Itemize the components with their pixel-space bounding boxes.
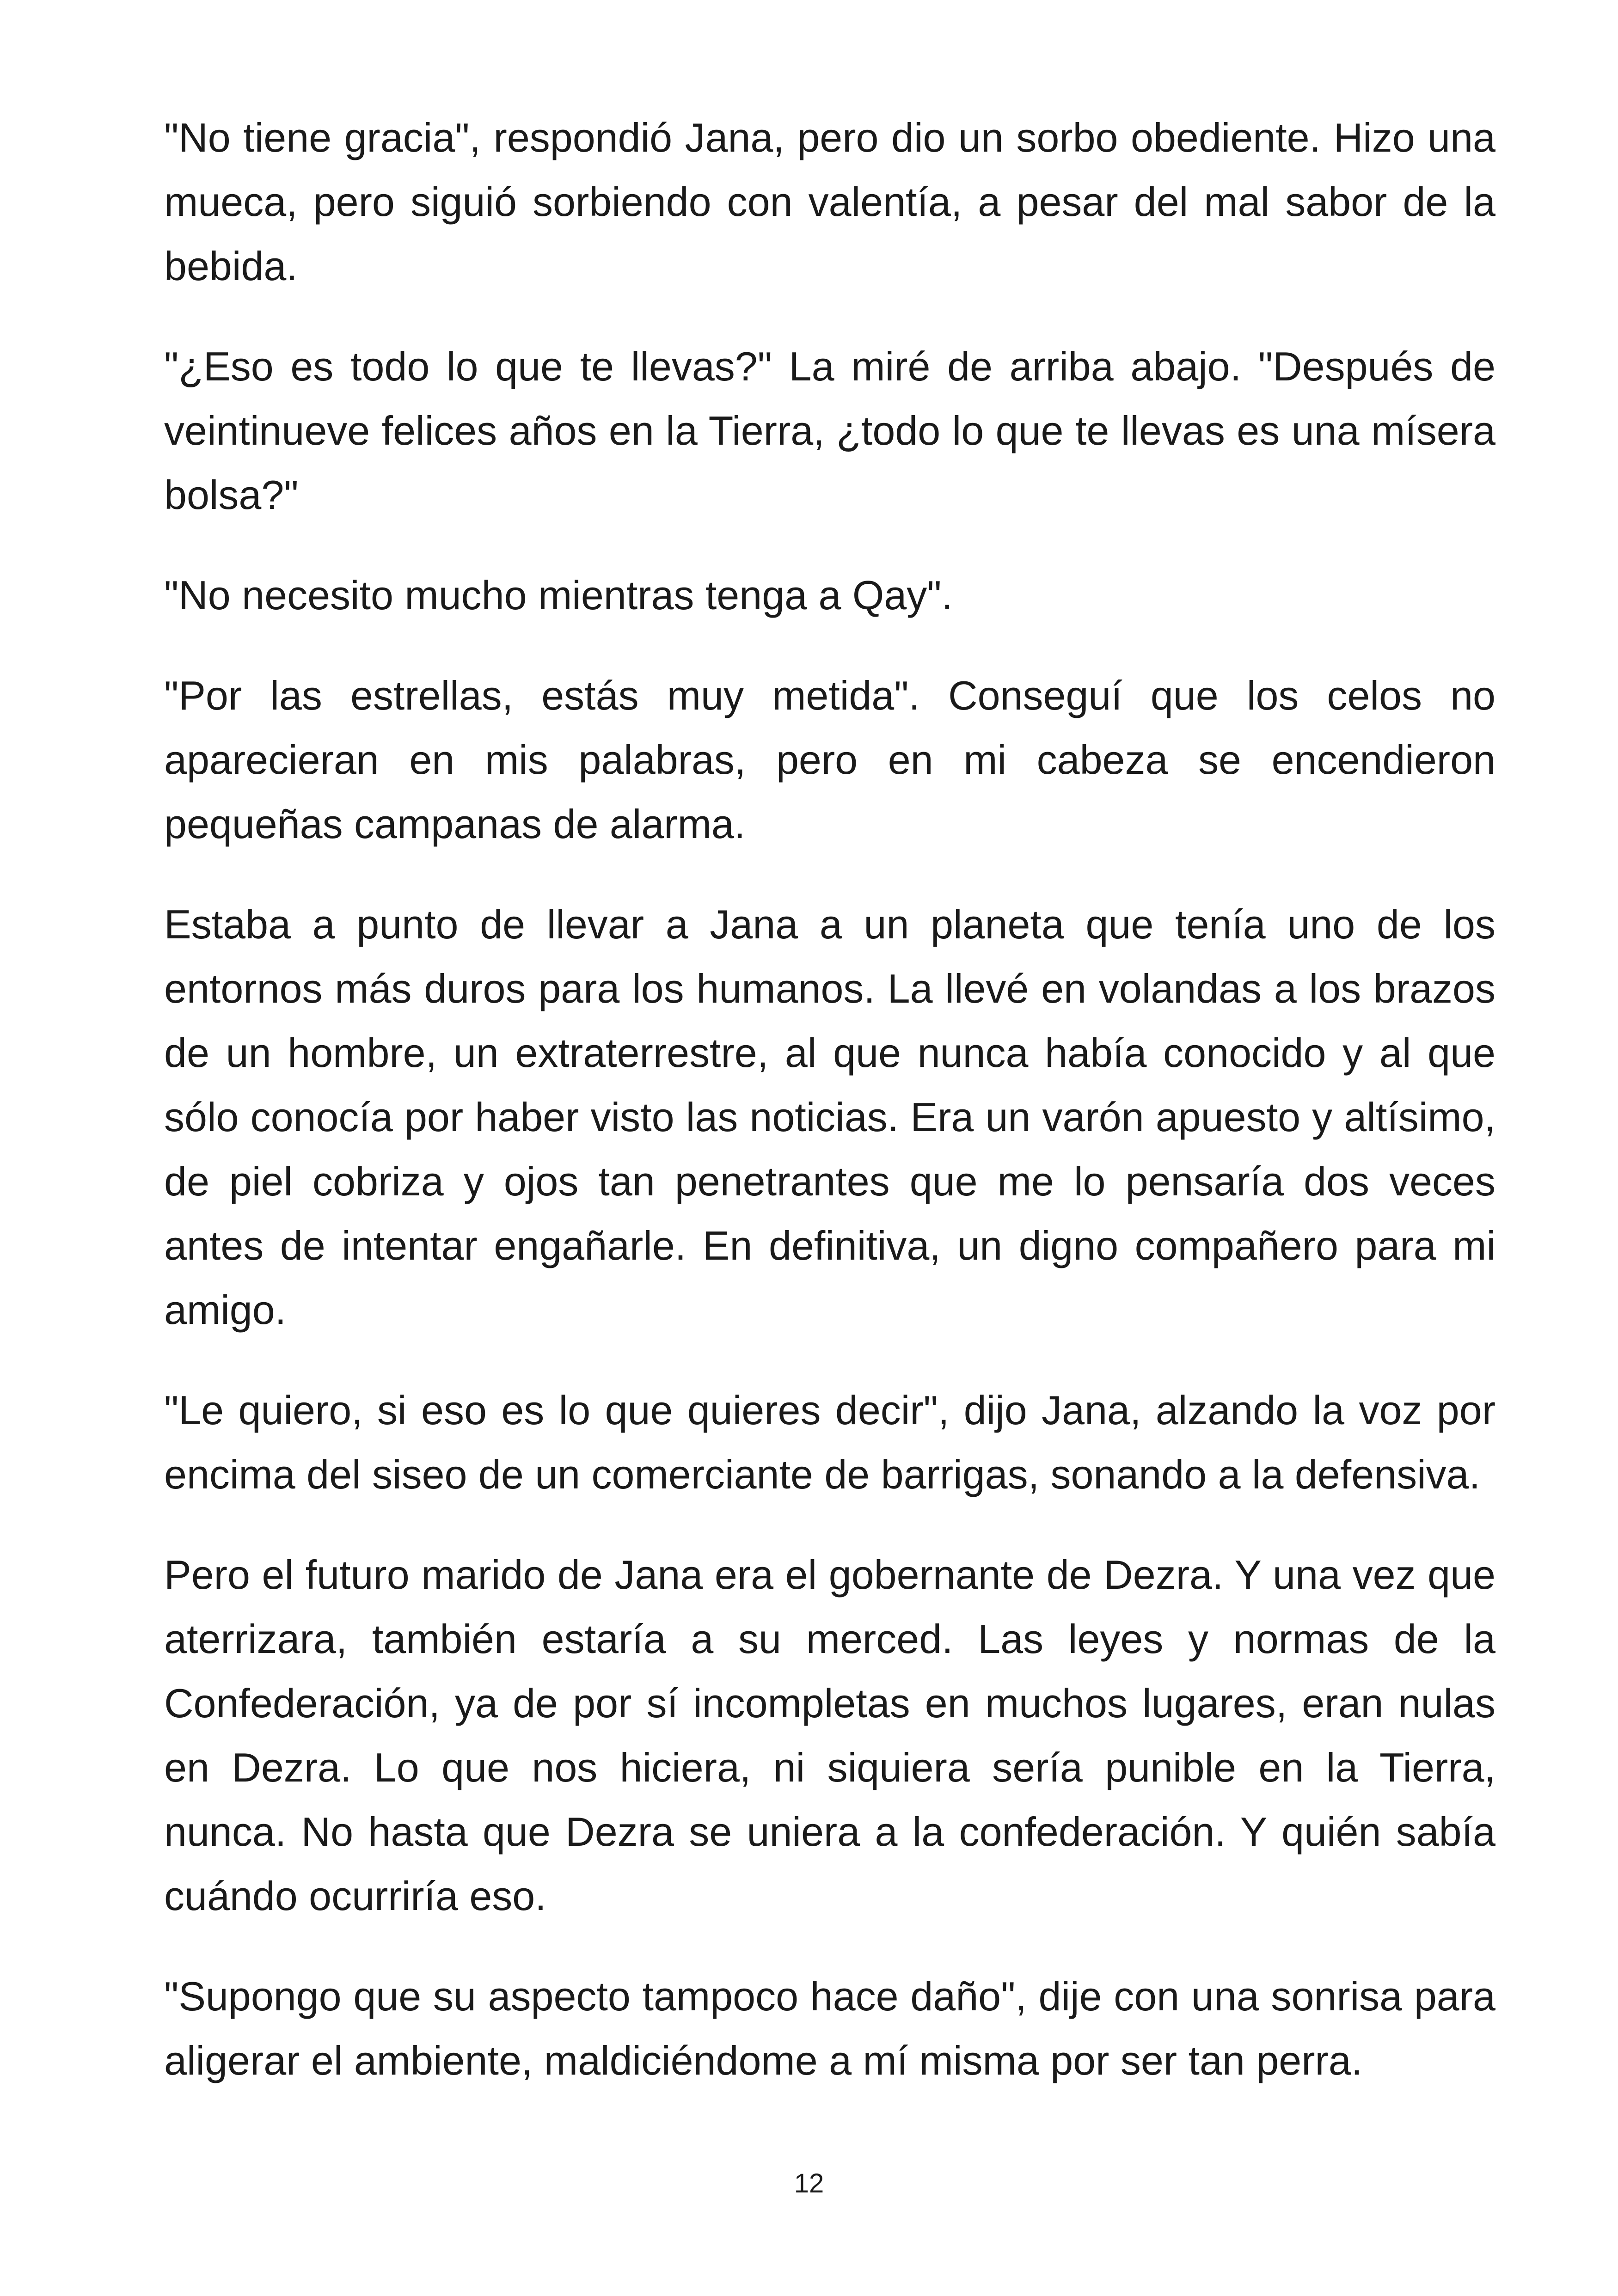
paragraph: "No necesito mucho mientras tenga a Qay". [164, 572, 953, 618]
paragraph: "¿Eso es todo lo que te llevas?" La miré de arriba abajo. "Después de veintinueve felices años en la Tierra, ¿todo lo que te llevas es una mísera bolsa?" [164, 343, 1495, 518]
body-text [164, 105, 1495, 2093]
paragraph: Pero el futuro marido de Jana era el gobernante de Dezra. Y una vez que aterrizara, también estaría a su merced. Las leyes y normas de la Confederación, ya de por sí incompletas en muchos lugares, eran nulas en Dezra. Lo que nos hiciera, ni siquiera sería punible en la Tierra, nunca. No hasta que Dezra se uniera a la confederación. Y quién sabía cuándo ocurriría eso. [164, 1552, 1495, 1919]
page-number: 12 [794, 2168, 824, 2198]
paragraph: Estaba a punto de llevar a Jana a un planeta que tenía uno de los entornos más duros para los humanos. La llevé en volandas a los brazos de un hombre, un extraterrestre, al que nunca había conocido y al que sólo conocía por haber visto las noticias. Era un varón apuesto y altísimo, de piel cobriza y ojos tan penetrantes que me lo pensaría dos veces antes de intentar engañarle. En definitiva, un digno compañero para mi amigo. [164, 901, 1495, 1333]
paragraph: "Supongo que su aspecto tampoco hace daño", dije con una sonrisa para aligerar el ambiente, maldiciéndome a mí misma por ser tan perra. [164, 1973, 1495, 2083]
paragraph: "Le quiero, si eso es lo que quieres decir", dijo Jana, alzando la voz por encima del siseo de un comerciante de barrigas, sonando a la defensiva. [164, 1387, 1495, 1497]
paragraph: "Por las estrellas, estás muy metida". Conseguí que los celos no aparecieran en mis palabras, pero en mi cabeza se encendieron pequeñas campanas de alarma. [164, 673, 1495, 847]
paragraph: "No tiene gracia", respondió Jana, pero dio un sorbo obediente. Hizo una mueca, pero siguió sorbiendo con valentía, a pesar del mal sabor de la bebida. [164, 115, 1495, 289]
